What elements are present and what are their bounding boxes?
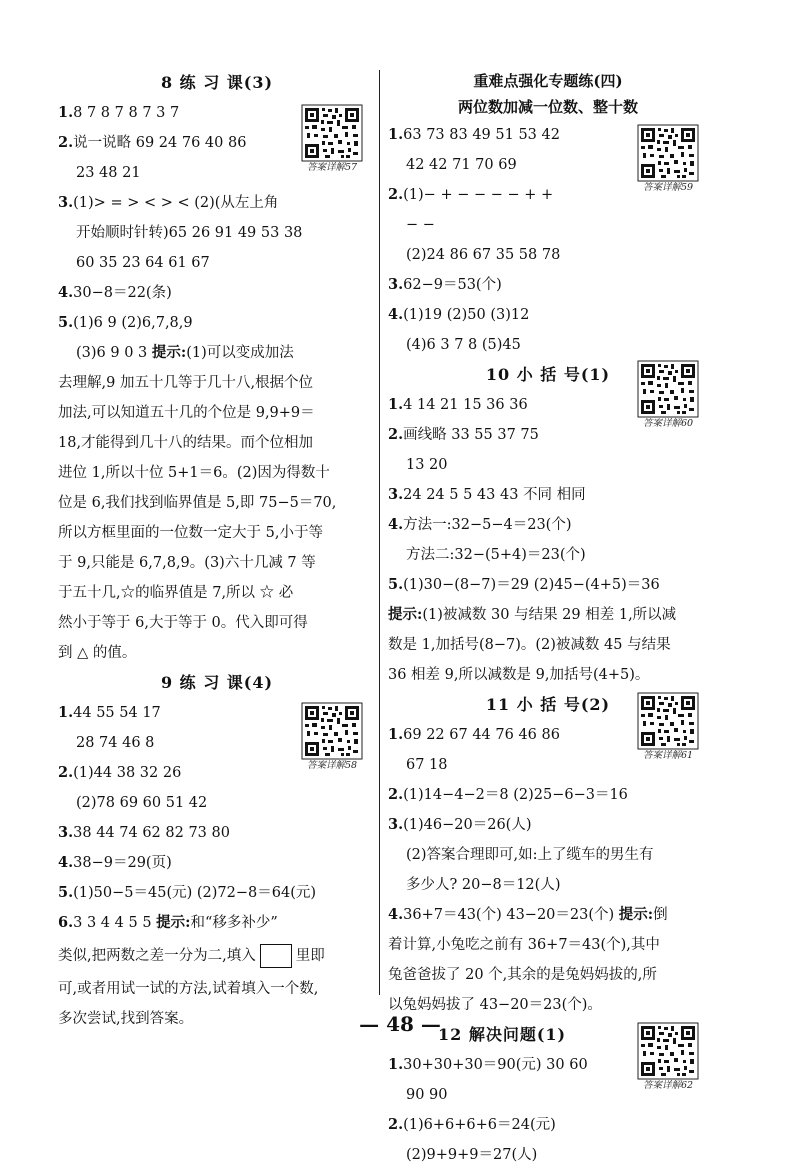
answer-text: 63 73 83 49 51 53 42 [403,127,560,143]
answer-line [388,330,708,360]
answer-line [388,570,708,600]
qr-caption: 答案详解60 [642,418,694,429]
answer-text: (1)> = > < > < (2)(从左上角 [73,195,279,211]
answer-line [388,270,708,300]
section-title: 10 小 括 号(1) [485,365,611,384]
question-number: 2. [58,134,74,151]
question-number: 3. [58,824,74,841]
qr-code-icon[interactable] [634,692,702,762]
text-line: 18,才能得到几十八的结果。而个位相加 [58,435,314,451]
question-number: 3. [58,194,74,211]
text-line: 4.36+7＝43(个) 43−20＝23(个) 提示:倒 [388,906,668,923]
question-number: 1. [388,396,404,413]
section-title: 11 小 括 号(2) [485,695,611,714]
answer-text: 4 14 21 15 36 36 [403,397,528,413]
qr-caption: 答案详解59 [642,182,694,193]
answer-text: 方法一:32−5−4＝23(个) [403,517,572,533]
answer-text: (1)6 9 (2)6,7,8,9 [73,315,193,331]
question-number: 3. [388,486,404,503]
answer-line [388,450,708,480]
answer-text: (4)6 3 7 8 (5)45 [406,337,521,353]
question-number: 2. [388,1116,404,1133]
qr-code-icon[interactable] [298,104,366,174]
answer-text: (2)24 86 67 35 58 78 [406,247,561,263]
answer-text: (1)46−20＝26(人) [403,817,532,833]
text-line: 类似,把两数之差一分为二,填入 里即 [58,938,376,974]
text-line: 提示:(1)被减数 30 与结果 29 相差 1,所以减 [388,606,677,623]
text-line: 6.3 3 4 4 5 5 提示:和“移多补少” [58,914,278,931]
answer-text: (1)14−4−2＝8 (2)25−6−3＝16 [403,787,628,803]
answer-text: 8 7 8 7 8 7 3 7 [73,105,180,121]
text-line: 36 相差 9,所以减数是 9,加括号(4+5)。 [388,667,650,683]
answer-text: 多少人? 20−8＝12(人) [406,877,561,893]
question-number: 4. [388,306,404,323]
text-line: 兔爸爸拔了 20 个,其余的是兔妈妈拔的,所 [388,967,657,983]
answer-line [388,840,708,870]
text-line: 着计算,小兔吃之前有 36+7＝43(个),其中 [388,937,660,953]
text-line: 所以方框里面的一位数一定大于 5,小于等 [58,525,323,541]
text-line: 于五十几,☆的临界值是 7,所以 ☆ 必 [58,585,294,601]
section-subtitle: 两位数加减一位数、整十数 [457,98,638,116]
text-line: 加法,可以知道五十几的个位是 9,9+9＝ [58,405,315,421]
answer-text: (2)9+9+9＝27(人) [406,1147,538,1163]
qr-caption: 答案详解62 [642,1080,694,1091]
answer-box [260,944,292,968]
question-number: 2. [388,426,404,443]
answer-text: 44 55 54 17 [73,705,161,721]
question-number: 2. [388,186,404,203]
answer-line [58,218,376,248]
question-number: 2. [58,764,74,781]
page-number: — 48 — [359,1012,441,1036]
question-number: 4. [58,854,74,871]
answer-text: 42 42 71 70 69 [406,157,517,173]
section-title: 重难点强化专题练(四) [473,72,623,90]
answer-text: 画线略 33 55 37 75 [403,427,539,443]
text-line: 进位 1,所以十位 5+1＝6。(2)因为得数十 [58,465,330,481]
question-number: 2. [388,786,404,803]
question-number: 1. [58,104,74,121]
left-column [58,68,376,1034]
answer-line [388,510,708,540]
answer-line [58,848,376,878]
text-line: 位是 6,我们找到临界值是 5,即 75−5＝70, [58,495,337,511]
question-number: 5. [58,884,74,901]
answer-text: 69 22 67 44 76 46 86 [403,727,560,743]
answer-text: 30−8＝22(条) [73,285,172,301]
qr-caption: 答案详解57 [306,162,358,173]
question-number: 5. [388,576,404,593]
answer-line [388,300,708,330]
answer-line [388,480,708,510]
answer-text: (1)− + − − − − + + [403,187,554,203]
answer-line [388,1140,708,1170]
text-line: 可,或者用试一试的方法,试着填入一个数, [58,981,319,997]
answer-text: 60 35 23 64 61 67 [76,255,210,271]
answer-text: − − [406,217,435,233]
answer-line [58,278,376,308]
answer-line [388,870,708,900]
question-number: 1. [388,1056,404,1073]
answer-text: 30+30+30＝90(元) 30 60 [403,1057,588,1073]
section-special-practice [388,68,708,360]
text-line: 多次尝试,找到答案。 [58,1011,194,1027]
qr-code-icon[interactable] [634,124,702,194]
section-lesson-11 [388,690,708,1020]
section-lesson-8 [58,68,376,668]
answer-line [388,210,708,240]
answer-text: (1)6+6+6+6＝24(元) [403,1117,556,1133]
answer-line [58,788,376,818]
answer-line [388,240,708,270]
text-line: (3)6 9 0 3 提示:(1)可以变成加法 [76,344,294,361]
answer-text: (1)50−5＝45(元) (2)72−8＝64(元) [73,885,317,901]
answer-text: 38 44 74 62 82 73 80 [73,825,230,841]
answer-text: 67 18 [406,757,448,773]
qr-code-icon[interactable] [298,702,366,772]
question-number: 4. [388,516,404,533]
answer-text: (1)30−(8−7)＝29 (2)45−(4+5)＝36 [403,577,660,593]
question-number: 3. [388,276,404,293]
question-number: 1. [58,704,74,721]
answer-text: 62−9＝53(个) [403,277,502,293]
answer-text: 方法二:32−(5+4)＝23(个) [406,547,586,563]
qr-caption: 答案详解58 [306,760,358,771]
section-title: 8 练 习 课(3) [160,73,274,92]
section-title: 12 解决问题(1) [438,1025,567,1044]
text-line: 然小于等于 6,大于等于 0。代入即可得 [58,615,308,631]
text-line: 到 △ 的值。 [58,645,137,661]
question-number: 4. [58,284,74,301]
answer-text: 23 48 21 [76,165,141,181]
text-line: 数是 1,加括号(8−7)。(2)被减数 45 与结果 [388,637,671,653]
question-number: 1. [388,126,404,143]
answer-line [388,810,708,840]
answer-text: 说一说略 69 24 76 40 86 [73,135,247,151]
question-number: 3. [388,816,404,833]
answer-line [58,248,376,278]
answer-text: (2)答案合理即可,如:上了缆车的男生有 [406,847,654,863]
answer-text: 90 90 [406,1087,448,1103]
qr-code-icon[interactable] [634,360,702,430]
answer-text: 13 20 [406,457,448,473]
question-number: 1. [388,726,404,743]
answer-text: 开始顺时针转)65 26 91 49 53 38 [76,225,303,241]
answer-text: (2)78 69 60 51 42 [76,795,208,811]
column-divider [379,70,380,995]
question-number: 5. [58,314,74,331]
answer-text: 24 24 5 5 43 43 不同 相同 [403,487,586,503]
answer-line [388,780,708,810]
text-line: 去理解,9 加五十几等于几十八,根据个位 [58,375,314,391]
section-lesson-10 [388,360,708,690]
answer-line [388,540,708,570]
answer-text: (1)44 38 32 26 [73,765,182,781]
answer-text: 28 74 46 8 [76,735,155,751]
section-title: 9 练 习 课(4) [160,673,274,692]
qr-caption: 答案详解61 [642,750,694,761]
section-lesson-9 [58,668,376,1034]
section-lesson-12 [388,1020,708,1170]
right-column [388,68,708,1170]
answer-line [58,878,376,908]
answer-line [58,188,376,218]
answer-line [58,308,376,338]
answer-text: (1)19 (2)50 (3)12 [403,307,530,323]
text-line: 以兔妈妈拔了 43−20＝23(个)。 [388,997,602,1013]
answer-text: 38−9＝29(页) [73,855,172,871]
answer-line [58,818,376,848]
text-line: 于 9,只能是 6,7,8,9。(3)六十几减 7 等 [58,555,316,571]
answer-line [388,1110,708,1140]
